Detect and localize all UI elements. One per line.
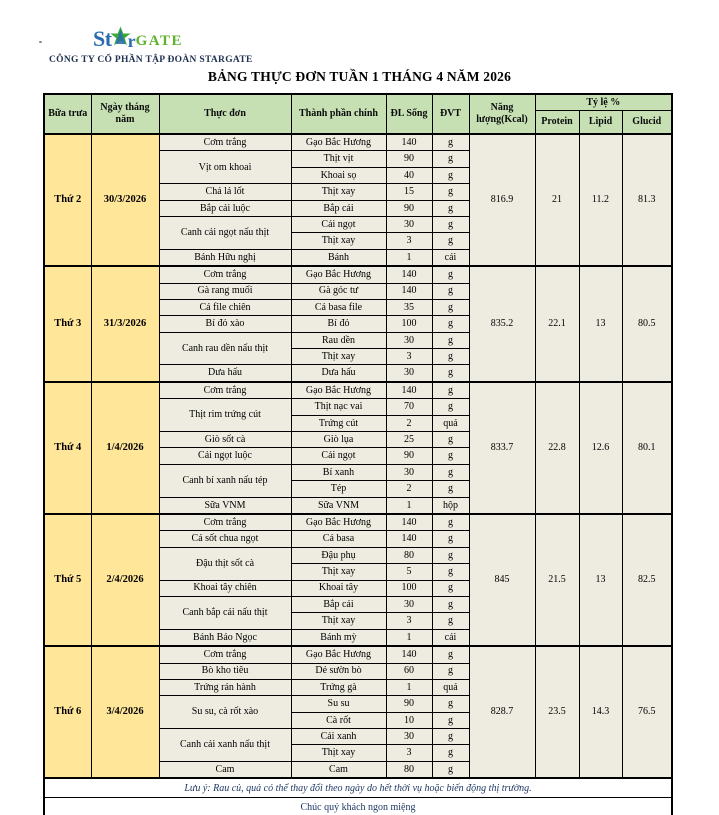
- unit-cell: g: [432, 663, 469, 679]
- quantity-cell: 35: [386, 299, 432, 315]
- ingredient-cell: Bí đỏ: [291, 316, 386, 332]
- unit-cell: cái: [432, 629, 469, 646]
- quantity-cell: 90: [386, 200, 432, 216]
- protein-cell: 21.5: [535, 514, 579, 646]
- stray-mark: [39, 41, 42, 43]
- quantity-cell: 1: [386, 249, 432, 266]
- unit-cell: g: [432, 332, 469, 348]
- date-cell: 2/4/2026: [91, 514, 159, 646]
- lipid-cell: 13: [579, 266, 622, 382]
- stargate-logo: [93, 24, 183, 50]
- ingredient-cell: Bắp cải: [291, 596, 386, 612]
- unit-cell: cái: [432, 249, 469, 266]
- ingredient-cell: Thịt xay: [291, 745, 386, 761]
- ingredient-cell: Rau dền: [291, 332, 386, 348]
- energy-cell: 816.9: [469, 134, 535, 266]
- ingredient-cell: Cá basa: [291, 531, 386, 547]
- dish-cell: Bắp cải luộc: [159, 200, 291, 216]
- menu-table: [43, 93, 673, 815]
- day-cell: Thứ 2: [44, 134, 91, 266]
- date-cell: 31/3/2026: [91, 266, 159, 382]
- dish-cell: Bò kho tiêu: [159, 663, 291, 679]
- ingredient-cell: Thịt xay: [291, 613, 386, 629]
- ingredient-cell: Bánh: [291, 249, 386, 266]
- quantity-cell: 140: [386, 382, 432, 399]
- header-ingredient: Thành phần chính: [291, 94, 386, 134]
- logo-text-st: St: [93, 26, 112, 51]
- ingredient-cell: Thịt xay: [291, 233, 386, 249]
- day-cell: Thứ 4: [44, 382, 91, 514]
- glucid-cell: 76.5: [622, 646, 672, 778]
- ingredient-cell: Bắp cải: [291, 200, 386, 216]
- menu-table-notes: [44, 778, 672, 815]
- menu-row: [44, 646, 672, 663]
- quantity-cell: 90: [386, 448, 432, 464]
- header-protein: Protein: [535, 111, 579, 135]
- dish-cell: Chả lá lốt: [159, 184, 291, 200]
- glucid-cell: 82.5: [622, 514, 672, 646]
- ingredient-cell: Thịt xay: [291, 564, 386, 580]
- dish-cell: Cơm trắng: [159, 134, 291, 151]
- quantity-cell: 30: [386, 729, 432, 745]
- lipid-cell: 12.6: [579, 382, 622, 514]
- quantity-cell: 30: [386, 216, 432, 232]
- quantity-cell: 10: [386, 712, 432, 728]
- ingredient-cell: Su su: [291, 696, 386, 712]
- ingredient-cell: Giò lụa: [291, 432, 386, 448]
- protein-cell: 22.8: [535, 382, 579, 514]
- quantity-cell: 2: [386, 415, 432, 431]
- quantity-cell: 3: [386, 233, 432, 249]
- ingredient-cell: Thịt xay: [291, 349, 386, 365]
- dish-cell: Cơm trắng: [159, 646, 291, 663]
- unit-cell: g: [432, 696, 469, 712]
- ingredient-cell: Gạo Bắc Hương: [291, 514, 386, 531]
- unit-cell: quả: [432, 415, 469, 431]
- note-row-1: [44, 778, 672, 798]
- ingredient-cell: Trứng cút: [291, 415, 386, 431]
- energy-cell: 845: [469, 514, 535, 646]
- energy-cell: 833.7: [469, 382, 535, 514]
- dish-cell: Gà rang muối: [159, 283, 291, 299]
- company-name: CÔNG TY CỔ PHẦN TẬP ĐOÀN STARGATE: [49, 55, 253, 65]
- quantity-cell: 140: [386, 134, 432, 151]
- ingredient-cell: Gạo Bắc Hương: [291, 382, 386, 399]
- quantity-cell: 1: [386, 497, 432, 514]
- quantity-cell: 80: [386, 547, 432, 563]
- protein-cell: 21: [535, 134, 579, 266]
- unit-cell: g: [432, 216, 469, 232]
- dish-cell: Sữa VNM: [159, 497, 291, 514]
- quantity-cell: 140: [386, 531, 432, 547]
- note-row-2: [44, 798, 672, 815]
- dish-cell: Canh rau dền nấu thịt: [159, 332, 291, 365]
- unit-cell: quả: [432, 679, 469, 695]
- unit-cell: g: [432, 349, 469, 365]
- unit-cell: g: [432, 745, 469, 761]
- ingredient-cell: Cá basa file: [291, 299, 386, 315]
- lipid-cell: 13: [579, 514, 622, 646]
- header-meal: Bữa trưa: [44, 94, 91, 134]
- day-cell: Thứ 3: [44, 266, 91, 382]
- date-cell: 30/3/2026: [91, 134, 159, 266]
- lipid-cell: 11.2: [579, 134, 622, 266]
- energy-cell: 835.2: [469, 266, 535, 382]
- quantity-cell: 1: [386, 629, 432, 646]
- header-glucid: Glucid: [622, 111, 672, 135]
- day-cell: Thứ 5: [44, 514, 91, 646]
- ingredient-cell: Cà rốt: [291, 712, 386, 728]
- unit-cell: g: [432, 167, 469, 183]
- unit-cell: g: [432, 564, 469, 580]
- dish-cell: Canh cải xanh nấu thịt: [159, 729, 291, 762]
- dish-cell: Bí đỏ xào: [159, 316, 291, 332]
- menu-row: [44, 382, 672, 399]
- unit-cell: g: [432, 464, 469, 480]
- menu-row: [44, 134, 672, 151]
- ingredient-cell: Thịt nạc vai: [291, 399, 386, 415]
- quantity-cell: 100: [386, 580, 432, 596]
- quantity-cell: 2: [386, 481, 432, 497]
- dish-cell: Đậu thịt sốt cà: [159, 547, 291, 580]
- unit-cell: g: [432, 596, 469, 612]
- note-text-2: Chúc quý khách ngon miệng: [44, 798, 672, 815]
- header-unit: ĐVT: [432, 94, 469, 134]
- menu-table-body: [44, 134, 672, 778]
- dish-cell: Cá file chiên: [159, 299, 291, 315]
- unit-cell: g: [432, 266, 469, 283]
- ingredient-cell: Cải xanh: [291, 729, 386, 745]
- unit-cell: g: [432, 729, 469, 745]
- quantity-cell: 100: [386, 316, 432, 332]
- ingredient-cell: Cam: [291, 761, 386, 778]
- dish-cell: Canh bí xanh nấu tép: [159, 464, 291, 497]
- logo-text-r: r: [127, 31, 136, 51]
- glucid-cell: 80.5: [622, 266, 672, 382]
- date-cell: 3/4/2026: [91, 646, 159, 778]
- dish-cell: Cơm trắng: [159, 382, 291, 399]
- ingredient-cell: Gà góc tư: [291, 283, 386, 299]
- quantity-cell: 40: [386, 167, 432, 183]
- quantity-cell: 3: [386, 613, 432, 629]
- note-text-1: Lưu ý: Rau củ, quả có thể thay đổi theo ngày do hết thời vụ hoặc biến động thị trường.: [44, 778, 672, 798]
- header-menu: Thực đơn: [159, 94, 291, 134]
- unit-cell: g: [432, 547, 469, 563]
- unit-cell: g: [432, 514, 469, 531]
- unit-cell: g: [432, 316, 469, 332]
- ingredient-cell: Dẻ sườn bò: [291, 663, 386, 679]
- unit-cell: g: [432, 712, 469, 728]
- dish-cell: Canh cải ngọt nấu thịt: [159, 216, 291, 249]
- quantity-cell: 25: [386, 432, 432, 448]
- unit-cell: g: [432, 531, 469, 547]
- quantity-cell: 1: [386, 679, 432, 695]
- dish-cell: Thịt rim trứng cút: [159, 399, 291, 432]
- menu-table-header: [44, 94, 672, 134]
- quantity-cell: 5: [386, 564, 432, 580]
- header-lipid: Lipid: [579, 111, 622, 135]
- unit-cell: g: [432, 613, 469, 629]
- quantity-cell: 15: [386, 184, 432, 200]
- dish-cell: Cơm trắng: [159, 514, 291, 531]
- quantity-cell: 80: [386, 761, 432, 778]
- dish-cell: Su su, cà rốt xào: [159, 696, 291, 729]
- quantity-cell: 60: [386, 663, 432, 679]
- unit-cell: g: [432, 399, 469, 415]
- day-cell: Thứ 6: [44, 646, 91, 778]
- unit-cell: g: [432, 382, 469, 399]
- protein-cell: 22.1: [535, 266, 579, 382]
- ingredient-cell: Thịt vịt: [291, 151, 386, 167]
- unit-cell: g: [432, 184, 469, 200]
- header-qty: ĐL Sống: [386, 94, 432, 134]
- unit-cell: hộp: [432, 497, 469, 514]
- lipid-cell: 14.3: [579, 646, 622, 778]
- unit-cell: g: [432, 233, 469, 249]
- unit-cell: g: [432, 432, 469, 448]
- quantity-cell: 3: [386, 349, 432, 365]
- quantity-cell: 70: [386, 399, 432, 415]
- quantity-cell: 90: [386, 696, 432, 712]
- dish-cell: Cá sốt chua ngọt: [159, 531, 291, 547]
- ingredient-cell: Khoai sọ: [291, 167, 386, 183]
- ingredient-cell: Sữa VNM: [291, 497, 386, 514]
- quantity-cell: 140: [386, 283, 432, 299]
- unit-cell: g: [432, 365, 469, 382]
- dish-cell: Cơm trắng: [159, 266, 291, 283]
- quantity-cell: 30: [386, 464, 432, 480]
- unit-cell: g: [432, 134, 469, 151]
- dish-cell: Canh bắp cải nấu thịt: [159, 596, 291, 629]
- dish-cell: Vịt om khoai: [159, 151, 291, 184]
- unit-cell: g: [432, 283, 469, 299]
- unit-cell: g: [432, 299, 469, 315]
- unit-cell: g: [432, 580, 469, 596]
- menu-row: [44, 266, 672, 283]
- glucid-cell: 80.1: [622, 382, 672, 514]
- ingredient-cell: Dưa hấu: [291, 365, 386, 382]
- dish-cell: Bánh Bảo Ngọc: [159, 629, 291, 646]
- quantity-cell: 3: [386, 745, 432, 761]
- unit-cell: g: [432, 761, 469, 778]
- ingredient-cell: Trứng gà: [291, 679, 386, 695]
- dish-cell: Giò sốt cà: [159, 432, 291, 448]
- quantity-cell: 30: [386, 332, 432, 348]
- dish-cell: Cam: [159, 761, 291, 778]
- ingredient-cell: Thịt xay: [291, 184, 386, 200]
- unit-cell: g: [432, 200, 469, 216]
- ingredient-cell: Bí xanh: [291, 464, 386, 480]
- ingredient-cell: Tép: [291, 481, 386, 497]
- dish-cell: Dưa hấu: [159, 365, 291, 382]
- quantity-cell: 140: [386, 266, 432, 283]
- logo-text-gate: GATE: [135, 33, 183, 49]
- ingredient-cell: Gạo Bắc Hương: [291, 134, 386, 151]
- date-cell: 1/4/2026: [91, 382, 159, 514]
- glucid-cell: 81.3: [622, 134, 672, 266]
- quantity-cell: 90: [386, 151, 432, 167]
- unit-cell: g: [432, 151, 469, 167]
- protein-cell: 23.5: [535, 646, 579, 778]
- quantity-cell: 30: [386, 596, 432, 612]
- header-energy: Năng lượng(Kcal): [469, 94, 535, 134]
- ingredient-cell: Cải ngọt: [291, 216, 386, 232]
- unit-cell: g: [432, 481, 469, 497]
- ingredient-cell: Khoai tây: [291, 580, 386, 596]
- ingredient-cell: Cải ngọt: [291, 448, 386, 464]
- quantity-cell: 30: [386, 365, 432, 382]
- ingredient-cell: Gạo Bắc Hương: [291, 646, 386, 663]
- unit-cell: g: [432, 448, 469, 464]
- ingredient-cell: Gạo Bắc Hương: [291, 266, 386, 283]
- ingredient-cell: Bánh mỳ: [291, 629, 386, 646]
- dish-cell: Cải ngọt luộc: [159, 448, 291, 464]
- menu-row: [44, 514, 672, 531]
- energy-cell: 828.7: [469, 646, 535, 778]
- dish-cell: Bánh Hữu nghị: [159, 249, 291, 266]
- page-title: BẢNG THỰC ĐƠN TUẦN 1 THÁNG 4 NĂM 2026: [207, 69, 512, 84]
- quantity-cell: 140: [386, 646, 432, 663]
- header-ratio-group: Tỷ lệ %: [535, 94, 672, 111]
- dish-cell: Trứng rán hành: [159, 679, 291, 695]
- ingredient-cell: Đậu phụ: [291, 547, 386, 563]
- unit-cell: g: [432, 646, 469, 663]
- quantity-cell: 140: [386, 514, 432, 531]
- header-date: Ngày tháng năm: [91, 94, 159, 134]
- dish-cell: Khoai tây chiên: [159, 580, 291, 596]
